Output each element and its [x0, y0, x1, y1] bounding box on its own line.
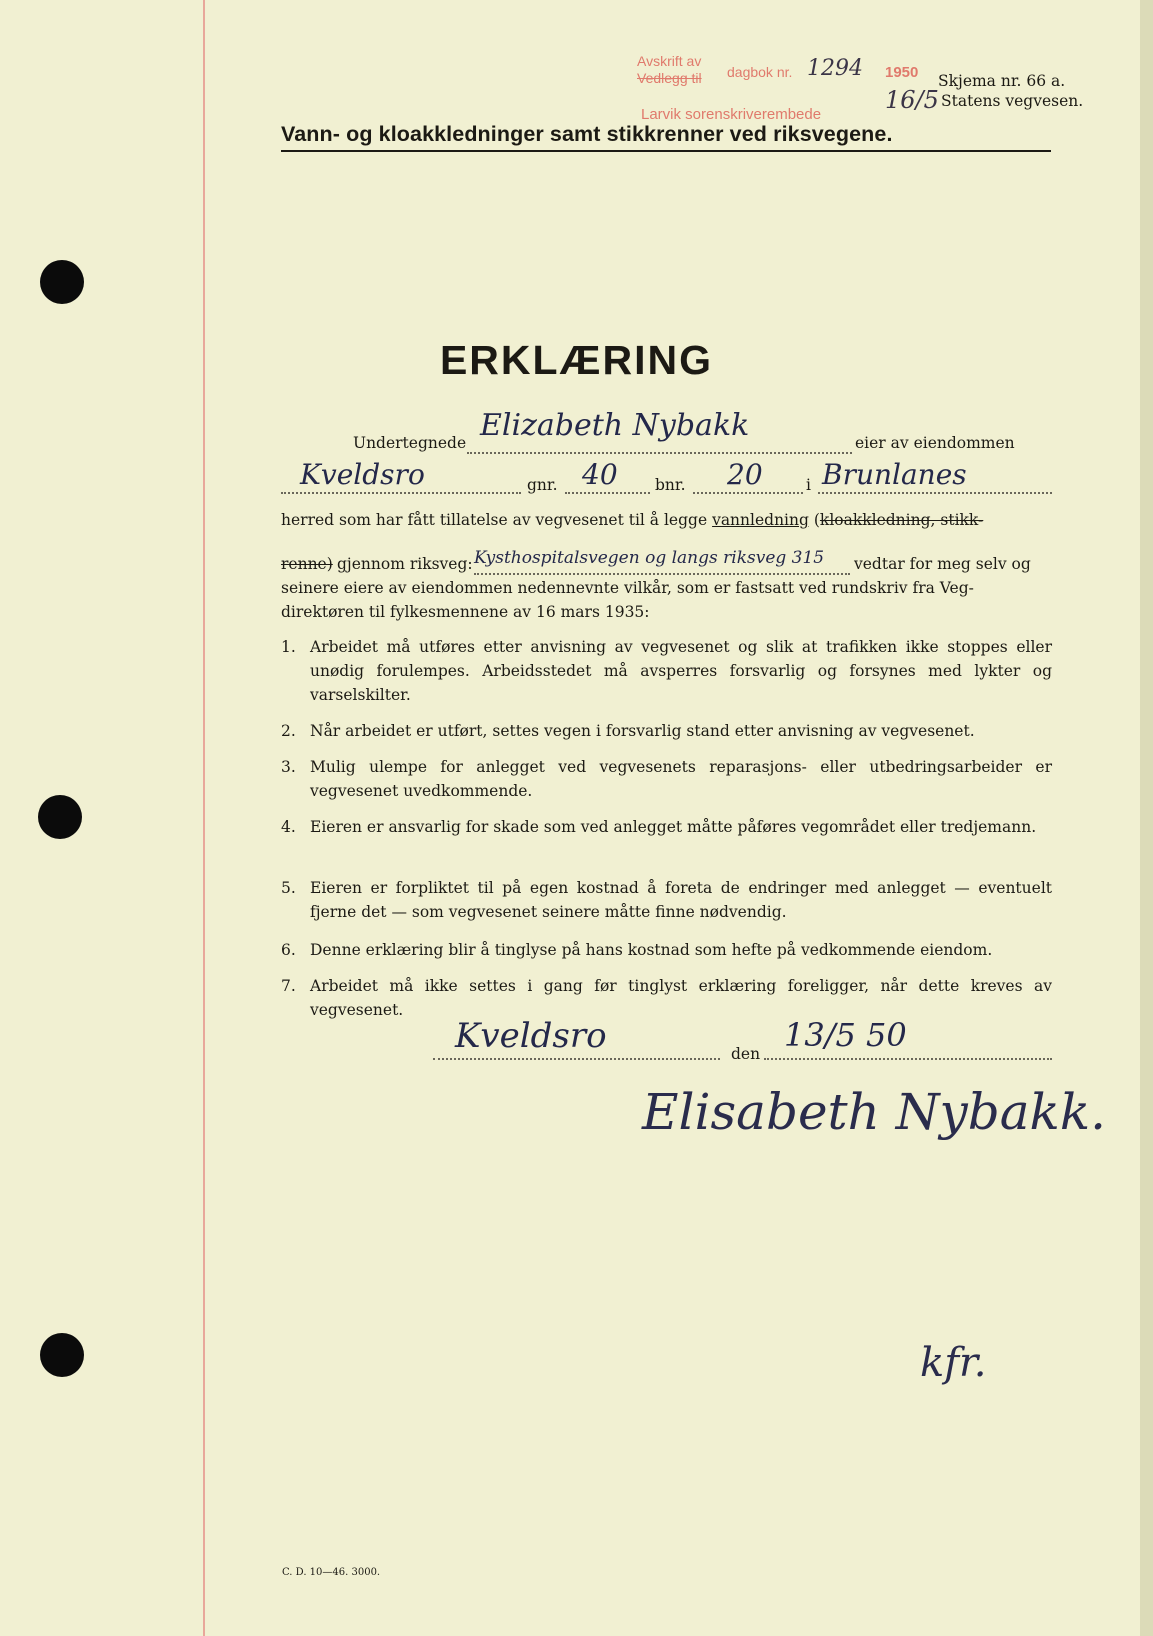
title-underline: [281, 150, 1051, 152]
property-name: Kveldsro: [300, 458, 425, 491]
owner-label: eier av eiendommen: [855, 434, 1015, 452]
signature: Elisabeth Nybakk.: [642, 1083, 1107, 1141]
print-code: C. D. 10—46. 3000.: [282, 1567, 381, 1578]
condition-number: 5.: [281, 879, 296, 897]
stamp-date-handwritten: 16/5: [885, 86, 939, 114]
document-title: Vann- og kloakkledninger samt stikkrenner ved riksvegene.: [281, 122, 893, 146]
condition-number: 2.: [281, 722, 296, 740]
bnr-value: 20: [727, 458, 763, 491]
condition-text: Arbeidet må utføres etter anvisning av vegvesenet og slik at trafikken ikke stoppes eller unødig forulempes. Arbeidsstedet må avsperres forsvarlig og forsynes med lykter og varselskilter.: [310, 638, 1052, 704]
condition-text: Mulig ulempe for anlegget ved vegvesenets reparasjons- eller utbedringsarbeider er vegvesenet uvedkommende.: [310, 758, 1052, 800]
stamp-year: 1950: [885, 64, 919, 81]
punch-hole-bottom: [40, 1333, 84, 1377]
permission-line: herred som har fått tillatelse av vegvesenet til å legge vannledning (kloakkledning, stikk-: [281, 511, 984, 529]
property-field-line: [281, 492, 521, 494]
gnr-label: gnr.: [527, 476, 558, 494]
date-handwritten: 13/5 50: [784, 1016, 907, 1054]
road-label: gjennom riksveg:: [337, 555, 473, 573]
stamp-dagbok-label: dagbok nr.: [727, 64, 793, 80]
schema-number: Skjema nr. 66 a.: [938, 72, 1066, 90]
gnr-field-line: [565, 492, 650, 494]
terms-intro-line2: direktøren til fylkesmennene av 16 mars 1935:: [281, 603, 650, 621]
date-label: den: [731, 1045, 761, 1063]
condition-number: 3.: [281, 758, 296, 776]
struck-renne: renne): [281, 555, 333, 573]
permission-text: herred som har fått tillatelse av vegvesenet til å legge: [281, 511, 708, 529]
place-field-line: [433, 1058, 720, 1060]
dagbok-number: 1294: [807, 56, 863, 81]
undersigned-label: Undertegnede: [353, 434, 467, 452]
bnr-field-line: [693, 492, 803, 494]
condition-number: 4.: [281, 818, 296, 836]
condition-number: 1.: [281, 638, 296, 656]
bnr-label: bnr.: [655, 476, 686, 494]
road-field-line: [474, 573, 850, 575]
page-edge: [1140, 0, 1153, 1636]
gnr-value: 40: [582, 458, 618, 491]
pipe-type-chosen: vannledning: [712, 511, 809, 529]
condition-number: 7.: [281, 977, 296, 995]
date-field-line: [764, 1058, 1052, 1060]
schema-agency: Statens vegvesen.: [941, 92, 1084, 110]
condition-text: Eieren er forpliktet til på egen kostnad å foreta de endringer med anlegget — eventuelt fjerne det — som vegvesenet seinere måtte finne nødvendig.: [310, 879, 1052, 921]
initials: kfr.: [920, 1340, 987, 1386]
red-margin-line: [203, 0, 205, 1636]
punch-hole-top: [40, 260, 84, 304]
undersigned-field-line: [467, 452, 852, 454]
pipe-type-struck: kloakkledning, stikk-: [819, 511, 984, 529]
terms-intro-line1: seinere eiere av eiendommen nedennevnte vilkår, som er fastsatt ved rundskriv fra Veg-: [281, 579, 974, 597]
municipality-name: Brunlanes: [822, 458, 967, 491]
stamp-vedlegg: Vedlegg til: [637, 70, 702, 86]
condition-text: Når arbeidet er utført, settes vegen i forsvarlig stand etter anvisning av vegvesenet.: [310, 722, 975, 740]
road-name: Kysthospitalsvegen og langs riksveg 315: [474, 548, 825, 568]
declaration-heading: ERKLÆRING: [439, 337, 714, 383]
undersigned-name: Elizabeth Nybakk: [480, 408, 750, 443]
condition-text: Arbeidet må ikke settes i gang før tinglyst erklæring foreligger, når dette kreves av vegvesenet.: [310, 977, 1052, 1019]
condition-text: Eieren er ansvarlig for skade som ved anlegget måtte påføres vegområdet eller tredjemann.: [310, 818, 1037, 836]
condition-text: Denne erklæring blir å tinglyse på hans kostnad som hefte på vedkommende eiendom.: [310, 941, 993, 959]
punch-hole-middle: [38, 795, 82, 839]
municipality-label: i: [806, 476, 811, 494]
condition-number: 6.: [281, 941, 296, 959]
stamp-avskrift: Avskrift av: [637, 53, 702, 69]
municipality-field-line: [818, 492, 1052, 494]
commitment-text: vedtar for meg selv og: [854, 555, 1031, 573]
place-handwritten: Kveldsro: [455, 1016, 607, 1056]
stamp-office: Larvik sorenskriverembede: [641, 106, 822, 123]
